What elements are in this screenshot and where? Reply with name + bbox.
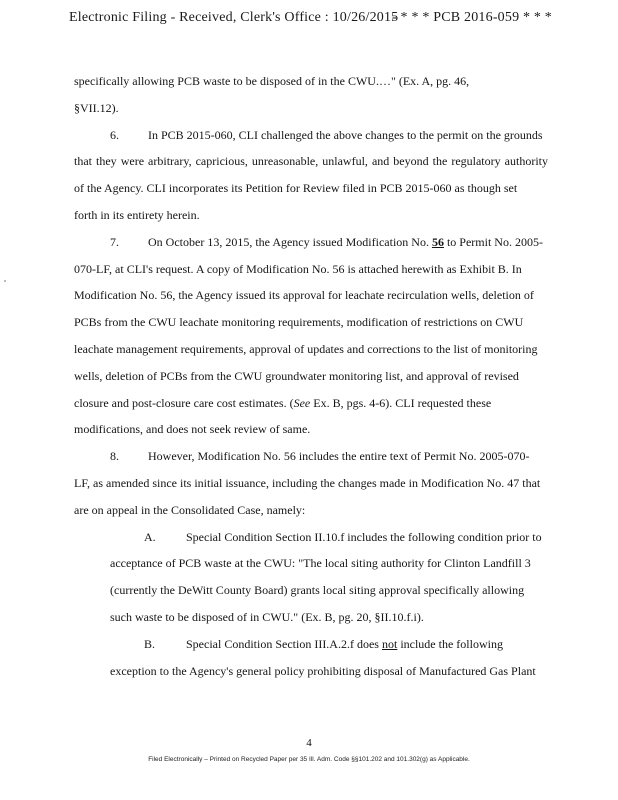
text-line: of the Agency. CLI incorporates its Petition for Review filed in PCB 2015-060 as though set — [74, 181, 518, 196]
paragraph-8-line — [74, 443, 548, 470]
subparagraph-b-line — [74, 631, 548, 658]
document-body — [74, 68, 548, 684]
text-line: wells, deletion of PCBs from the CWU groundwater monitoring list, and approval of revised — [74, 368, 519, 383]
text-line: 070-LF, at CLI's request. A copy of Modification No. 56 is attached herewith as Exhibit B. In — [74, 261, 522, 276]
paragraph-7-line — [74, 229, 548, 256]
paragraph-number: 7. — [110, 234, 119, 249]
text-span: include the following — [397, 636, 503, 651]
text-line: leachate management requirements, approval of updates and corrections to the list of monitoring — [74, 341, 538, 356]
text-span: On October 13, 2015, the Agency issued Modification No. — [148, 234, 432, 249]
page-number: 4 — [306, 737, 312, 749]
text-span: closure and post-closure care cost estimates. ( — [74, 395, 294, 410]
text-line: modifications, and does not seek review of same. — [74, 422, 311, 437]
text-line — [74, 390, 548, 417]
text-span: Special Condition Section II.10.f includes the following condition prior to — [186, 529, 542, 544]
text-line: that they were arbitrary, capricious, unreasonable, unlawful, and beyond the regulatory authority — [74, 154, 548, 169]
text-span: Special Condition Section III.A.2.f does — [186, 636, 382, 651]
paragraph-number: 6. — [110, 127, 119, 142]
text-line: exception to the Agency's general policy prohibiting disposal of Manufactured Gas Plant — [110, 663, 536, 678]
subparagraph-label: A. — [144, 529, 156, 544]
subparagraph-a-line — [74, 524, 548, 551]
text-line: §VII.12). — [74, 100, 119, 115]
text-line: (currently the DeWitt County Board) grants local siting approval specifically allowing — [110, 583, 525, 598]
filing-stamp: Electronic Filing - Received, Clerk's Office : 10/26/2015 — [69, 10, 399, 25]
text-line: PCBs from the CWU leachate monitoring requirements, modification of restrictions on CWU — [74, 315, 524, 330]
scan-speck — [4, 280, 6, 282]
text-line: acceptance of PCB waste at the CWU: "The local siting authority for Clinton Landfill 3 — [110, 556, 531, 571]
text-line: specifically allowing PCB waste to be disposed of in the CWU.…" (Ex. A, pg. 46, — [74, 74, 470, 88]
case-number: - * * * PCB 2016-059 * * * — [392, 10, 552, 25]
text-line: Modification No. 56, the Agency issued its approval for leachate recirculation wells, deletion of — [74, 288, 534, 303]
paragraph-6-line — [74, 122, 548, 149]
text-span: In PCB 2015-060, CLI challenged the above changes to the permit on the grounds — [148, 127, 543, 142]
emphasis-not: not — [381, 636, 398, 651]
footer-notice: Filed Electronically – Printed on Recycled Paper per 35 Ill. Adm. Code §§101.202 and 101.302(g) as Applicable. — [148, 756, 470, 763]
text-line: are on appeal in the Consolidated Case, namely: — [74, 502, 306, 517]
text-span: Ex. B, pgs. 4-6). CLI requested these — [310, 395, 492, 410]
text-span: However, Modification No. 56 includes the entire text of Permit No. 2005-070- — [148, 449, 530, 464]
subparagraph-label: B. — [144, 636, 156, 651]
text-line: LF, as amended since its initial issuance, including the changes made in Modification No. 47 that — [74, 475, 541, 490]
modification-number: 56 — [431, 234, 444, 249]
text-span: to Permit No. 2005- — [443, 234, 543, 249]
citation-signal: See — [293, 395, 311, 410]
text-line: forth in its entirety herein. — [74, 207, 200, 222]
text-line: such waste to be disposed of in CWU." (Ex. B, pg. 20, §II.10.f.i). — [110, 609, 424, 624]
paragraph-number: 8. — [110, 449, 119, 464]
